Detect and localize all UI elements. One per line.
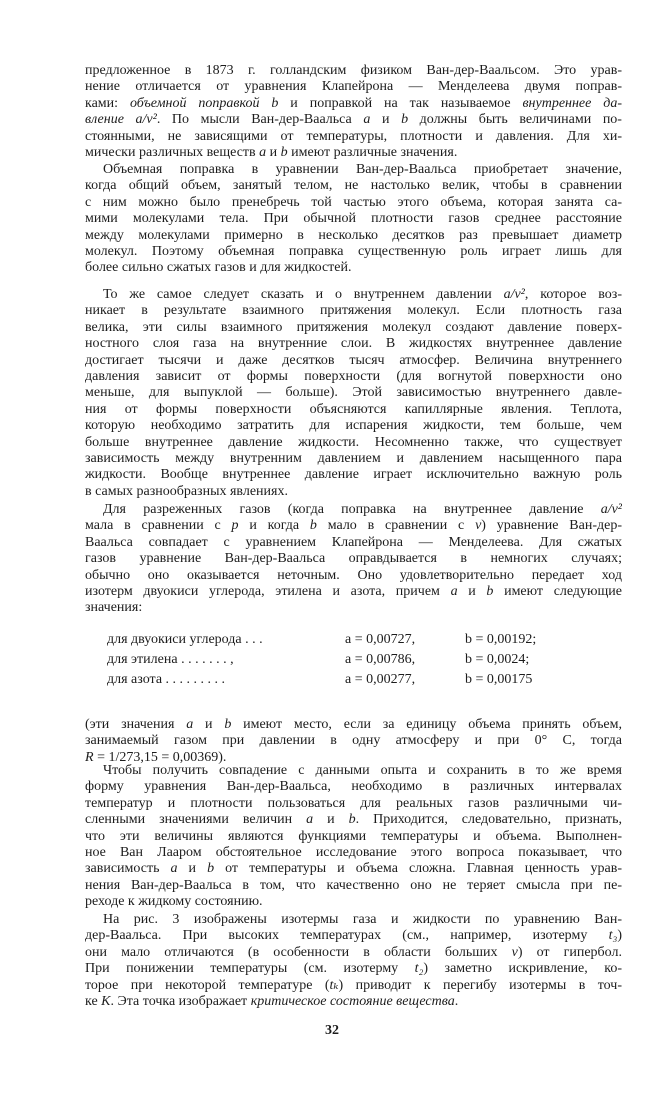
italic-text: a <box>363 112 371 128</box>
text: стоянными, не зависящими от температуры, плотности и давления. Для хи- <box>85 128 622 144</box>
text-line <box>85 336 622 352</box>
paragraph <box>85 287 622 500</box>
text-line <box>85 600 622 616</box>
text-line <box>85 535 622 551</box>
text: Ваальса совпадает с уравнением Клапейрона — Менделеева. Для сжатых <box>85 534 622 550</box>
text: обычно оно оказывается неточным. Оно удовлетворительно передает ход <box>85 567 622 583</box>
italic-text: объемной поправкой b <box>129 95 279 111</box>
text-line <box>85 894 622 910</box>
text-line <box>85 518 622 534</box>
text: . По мысли Ван-дер-Ваальса <box>156 112 364 128</box>
text: ками: <box>85 95 130 111</box>
text-line <box>85 717 622 733</box>
text: между молекулами примерно в несколько десятков раз превышает диаметр <box>85 227 622 243</box>
italic-text: p <box>231 518 239 534</box>
paragraph <box>85 763 622 911</box>
italic-text: a/v² <box>600 502 622 517</box>
text: и <box>457 583 487 599</box>
text-line <box>85 63 622 79</box>
text-line <box>85 244 622 260</box>
text: ное Ван Лааром обстоятельное исследование этого вопроса показывает, что <box>85 844 622 860</box>
text: торое при некоторой температуре ( <box>85 977 330 993</box>
text: При понижении температуры (см. изотерму <box>85 961 415 977</box>
text-line <box>85 467 622 483</box>
text: На рис. 3 изображены изотермы газа и жидкости по уравнению Ван- <box>103 912 622 927</box>
text-line <box>85 287 622 303</box>
text: реходе к жидкому состоянию. <box>85 894 263 910</box>
italic-text: b <box>486 583 494 599</box>
text-line <box>85 829 622 845</box>
text: от температуры и объема сложна. Главная ценность урав- <box>214 861 622 877</box>
text-line <box>85 402 622 418</box>
italic-text: a <box>306 812 314 828</box>
table-row <box>107 650 627 670</box>
page-number: 32 <box>325 1023 339 1038</box>
text: мало в сравнении с <box>316 518 476 534</box>
text: в самых разнообразных явлениях. <box>85 483 288 499</box>
italic-text: t₂ <box>414 961 424 977</box>
text: . <box>454 993 459 1009</box>
text: занимаемый газом при давлении в одну атмосферу и при 0° С, тогда <box>85 733 622 749</box>
italic-text: b <box>224 717 232 732</box>
italic-text: v <box>511 944 518 960</box>
italic-text: t₃ <box>608 928 618 944</box>
text: форму уравнения Ван-дер-Ваальса, необходимо в различных интервалах <box>85 779 622 795</box>
text: ) уравнение Ван-дер- <box>481 518 622 534</box>
table-cell-b: b = 0,00192; <box>465 632 537 647</box>
text: имеют место, если за единицу объема принять объем, <box>231 717 622 732</box>
text: изотерм двуокиси углерода, этилена и азота, причем <box>85 583 451 599</box>
text-line <box>85 733 622 749</box>
text-line <box>85 129 622 145</box>
italic-text: K <box>101 993 111 1009</box>
text: что эти величины являются функциями температуры и объема. Выполнен- <box>85 828 622 844</box>
text: . Эта точка изображает <box>110 993 251 1009</box>
text: и <box>266 144 281 160</box>
text-line <box>85 945 622 961</box>
italic-text: R <box>85 749 94 765</box>
text: . Приходится, следовательно, признать, <box>355 812 622 828</box>
text-line <box>85 551 622 567</box>
table-cell-a: a = 0,00727, <box>345 632 416 647</box>
text: Чтобы получить совпадение с данными опыта и сохранить в то же время <box>103 763 622 778</box>
text-line <box>85 228 622 244</box>
text-line <box>85 484 622 500</box>
text: зависимость <box>85 861 171 877</box>
text: предложенное в 1873 г. голландским физиком Ван-дер-Ваальсом. Это урав- <box>85 63 622 78</box>
italic-text: критическое состояние вещества <box>250 993 455 1009</box>
text-line <box>85 303 622 319</box>
table-cell-label: для этилена . . . . . . . , <box>107 652 234 667</box>
italic-text: a/v² <box>503 287 525 302</box>
text-line <box>85 796 622 812</box>
text-line <box>85 812 622 828</box>
text: и <box>177 861 208 877</box>
text: меньше, для выпуклой — больше). Этой зависимостью внутреннего давле- <box>85 385 622 401</box>
text-line <box>85 145 622 161</box>
text-line <box>85 112 622 128</box>
text-line <box>85 260 622 276</box>
text: газов уравнение Ван-дер-Ваальса оправдывается в немногих случаях; <box>85 551 622 567</box>
text-line <box>85 435 622 451</box>
table-cell-a: a = 0,00786, <box>345 652 416 667</box>
text-line <box>85 763 622 779</box>
text: ) <box>617 928 622 944</box>
text: никает в результате взаимного притяжения молекул. Если плотность газа <box>85 303 622 319</box>
text-line <box>85 845 622 861</box>
text: они мало отличаются (в особенности в области больших <box>85 944 512 960</box>
text: мически различных веществ <box>85 144 260 160</box>
text: жидкости. Вообще внутреннее давление играет исключительно важную роль <box>85 467 622 483</box>
text-line <box>85 912 622 928</box>
text-line <box>85 369 622 385</box>
paragraph <box>85 717 622 766</box>
italic-text: b <box>207 861 215 877</box>
text: достигает тысячи и даже десятков тысяч атмосфер. Величина внутреннего <box>85 352 622 368</box>
text-line <box>85 79 622 95</box>
text-line <box>85 418 622 434</box>
text: нения Ван-дер-Ваальса в том, что качественно оно не теряет смысла при пе- <box>85 877 622 893</box>
text: ке <box>85 993 102 1009</box>
text-line <box>85 978 622 994</box>
text: значения: <box>85 600 143 616</box>
text-line <box>85 162 622 178</box>
italic-text: v <box>475 518 482 534</box>
text-line <box>85 928 622 944</box>
text: когда общий объем, занятый телом, не настолько велик, чтобы в сравнении <box>85 178 622 194</box>
text: нение отличается от уравнения Клапейрона — Менделеева двумя поправ- <box>85 79 622 95</box>
text: , которое воз- <box>524 287 622 302</box>
text-line <box>85 211 622 227</box>
text-line <box>85 584 622 600</box>
text: и <box>370 112 402 128</box>
italic-text: b <box>401 112 409 128</box>
italic-text: a <box>259 144 267 160</box>
text: Для разреженных газов (когда поправка на внутреннее давление <box>103 502 601 517</box>
text-line <box>85 961 622 977</box>
text: ) от гипербол. <box>517 944 622 960</box>
text: ) заметно искривление, ко- <box>423 961 622 977</box>
text: (эти значения <box>85 717 187 732</box>
text-line <box>85 779 622 795</box>
text: температур и плотности пользоваться для реальных газов различными чи- <box>85 795 622 811</box>
text: мими молекулами тела. При обычной плотности газов среднее расстояние <box>85 211 622 227</box>
table-row <box>107 670 627 690</box>
text-line <box>85 96 622 112</box>
text: ) приводит к перегибу изотермы в точ- <box>338 977 622 993</box>
text: больше внутреннее давление жидкости. Несомненно также, что существует <box>85 434 622 450</box>
table-cell-b: b = 0,00175 <box>465 672 533 687</box>
text: То же самое следует сказать и о внутреннем давлении <box>103 287 504 302</box>
text-line <box>85 320 622 336</box>
text: более сильно сжатых газов и для жидкостей. <box>85 260 352 276</box>
text: зависимость между внутренним давлением и давлением насыщенного пара <box>85 450 622 466</box>
text: имеют следующие <box>493 583 622 599</box>
italic-text: b <box>280 144 288 160</box>
text: велика, эти силы взаимного притяжения молекул создают давление поверх- <box>85 319 622 335</box>
italic-text: a <box>450 583 458 599</box>
text: = 1/273,15 = 0,00369). <box>93 749 227 765</box>
italic-text: tₖ <box>329 977 339 993</box>
text: ния от формы поверхности объясняются капиллярные явления. Теплота, <box>85 401 622 417</box>
text: дер-Ваальса. При высоких температурах (см., например, изотерму <box>85 928 609 944</box>
text: сленными значениями величин <box>85 812 307 828</box>
text: имеют различные значения. <box>287 144 458 160</box>
text: и <box>313 812 349 828</box>
italic-text: внутреннее да- <box>522 95 622 111</box>
text-line <box>85 178 622 194</box>
text: молекул. Поэтому объемная поправка существенную роль играет лишь для <box>85 243 622 259</box>
text-line <box>85 195 622 211</box>
italic-text: b <box>348 812 356 828</box>
table-cell-b: b = 0,0024; <box>465 652 530 667</box>
table-cell-a: a = 0,00277, <box>345 672 416 687</box>
text: и поправкой на так называемое <box>278 95 523 111</box>
text-line <box>85 451 622 467</box>
paragraph <box>85 502 622 617</box>
paragraph <box>85 63 622 161</box>
table-cell-label: для двуокиси углерода . . . <box>107 632 263 647</box>
text: давления зависит от формы поверхности (для вогнутой поверхности оно <box>85 368 622 384</box>
text-line <box>85 502 622 518</box>
paragraph <box>85 162 622 277</box>
text: которую необходимо затратить для испарения жидкости, тем больше, чем <box>85 418 622 434</box>
text-line <box>85 861 622 877</box>
table-cell-label: для азота . . . . . . . . . <box>107 672 226 687</box>
text-line <box>85 878 622 894</box>
text-line <box>85 994 622 1010</box>
paragraph <box>85 912 622 1010</box>
italic-text: a <box>170 861 178 877</box>
text-line <box>85 353 622 369</box>
italic-text: b <box>309 518 317 534</box>
italic-text: a <box>186 717 194 732</box>
table-row <box>107 630 627 650</box>
text-line <box>85 568 622 584</box>
text: должны быть величинами по- <box>408 112 622 128</box>
text: и <box>193 717 225 732</box>
italic-text: вление a/v² <box>85 112 157 128</box>
text: с ним можно было пренебречь той частью этого объема, которая занята са- <box>85 194 622 210</box>
text: Объемная поправка в уравнении Ван-дер-Ваальса приобретает значение, <box>103 162 622 177</box>
text-line <box>85 385 622 401</box>
text: и когда <box>238 518 310 534</box>
text: ностного слоя газа на внутренние слои. В жидкостях внутреннее давление <box>85 336 622 352</box>
text: мала в сравнении с <box>85 518 232 534</box>
